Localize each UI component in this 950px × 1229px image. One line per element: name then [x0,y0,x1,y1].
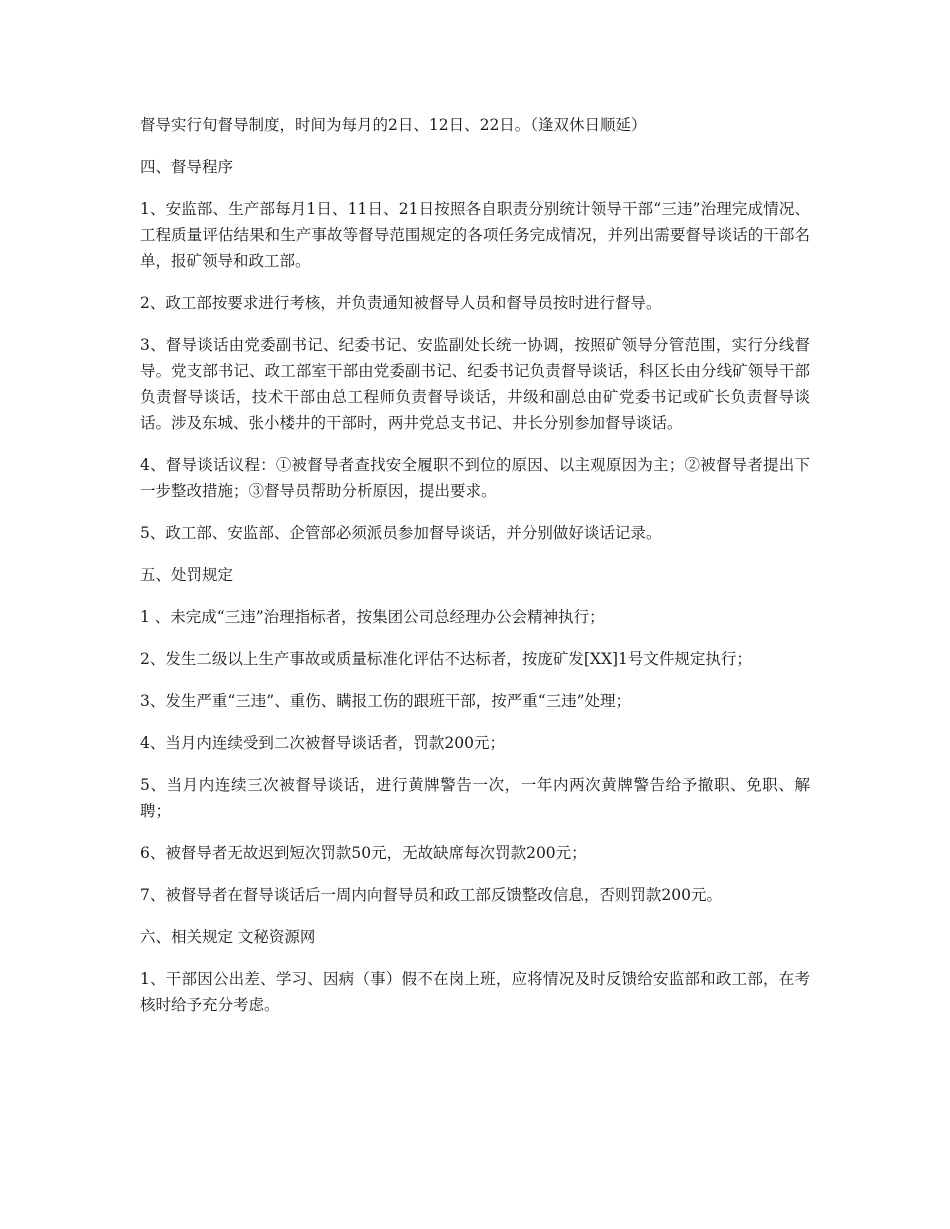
paragraph-schedule: 督导实行旬督导制度，时间为每月的2日、12日、22日。（逢双休日顺延） [140,116,647,134]
penalty-item-6: 6、被督导者无故迟到短次罚款50元，无故缺席每次罚款200元； [140,844,587,862]
penalty-item-1: 1 、未完成“三违”治理指标者，按集团公司总经理办公会精神执行； [140,608,605,626]
section-heading-penalties: 五、处罚规定 [140,566,234,584]
penalty-item-4: 4、当月内连续受到二次被督导谈话者，罚款200元； [140,734,505,752]
procedure-item-2: 2、政工部按要求进行考核，并负责通知被督导人员和督导员按时进行督导。 [140,294,662,312]
procedure-item-1: 1、安监部、生产部每月1日、11日、21日按照各自职责分别统计领导干部“三违”治理完成情况、工程质量评估结果和生产事故等督导范围规定的各项任务完成情况，并列出需要督导谈话的干部名单，报矿领导和政工部。 [140,200,810,270]
section-heading-procedure: 四、督导程序 [140,158,234,176]
document-body [140,112,810,1034]
penalty-item-2: 2、发生二级以上生产事故或质量标准化评估不达标者，按庞矿发[XX]1号文件规定执行； [140,650,752,668]
procedure-item-4: 4、督导谈话议程：①被督导者查找安全履职不到位的原因、以主观原因为主；②被督导者提出下一步整改措施；③督导员帮助分析原因，提出要求。 [140,456,810,500]
procedure-item-3: 3、督导谈话由党委副书记、纪委书记、安监副处长统一协调，按照矿领导分管范围，实行分线督导。党支部书记、政工部室干部由党委副书记、纪委书记负责督导谈话，科区长由分线矿领导干部负责督导谈话，技术干部由总工程师负责督导谈话，井级和副总由矿党委书记或矿长负责督导谈话。涉及东城、张小楼井的干部时，两井党总支书记、井长分别参加督导谈话。 [140,336,810,432]
related-rule-item-1: 1、干部因公出差、学习、因病（事）假不在岗上班，应将情况及时反馈给安监部和政工部，在考核时给予充分考虑。 [140,970,810,1014]
section-heading-related-rules: 六、相关规定 文秘资源网 [140,928,316,946]
penalty-item-3: 3、发生严重“三违”、重伤、瞒报工伤的跟班干部，按严重“三违”处理； [140,692,632,710]
penalty-item-7: 7、被督导者在督导谈话后一周内向督导员和政工部反馈整改信息，否则罚款200元。 [140,886,722,904]
penalty-item-5: 5、当月内连续三次被督导谈话，进行黄牌警告一次，一年内两次黄牌警告给予撤职、免职、解聘； [140,776,810,820]
procedure-item-5: 5、政工部、安监部、企管部必须派员参加督导谈话，并分别做好谈话记录。 [140,524,662,542]
